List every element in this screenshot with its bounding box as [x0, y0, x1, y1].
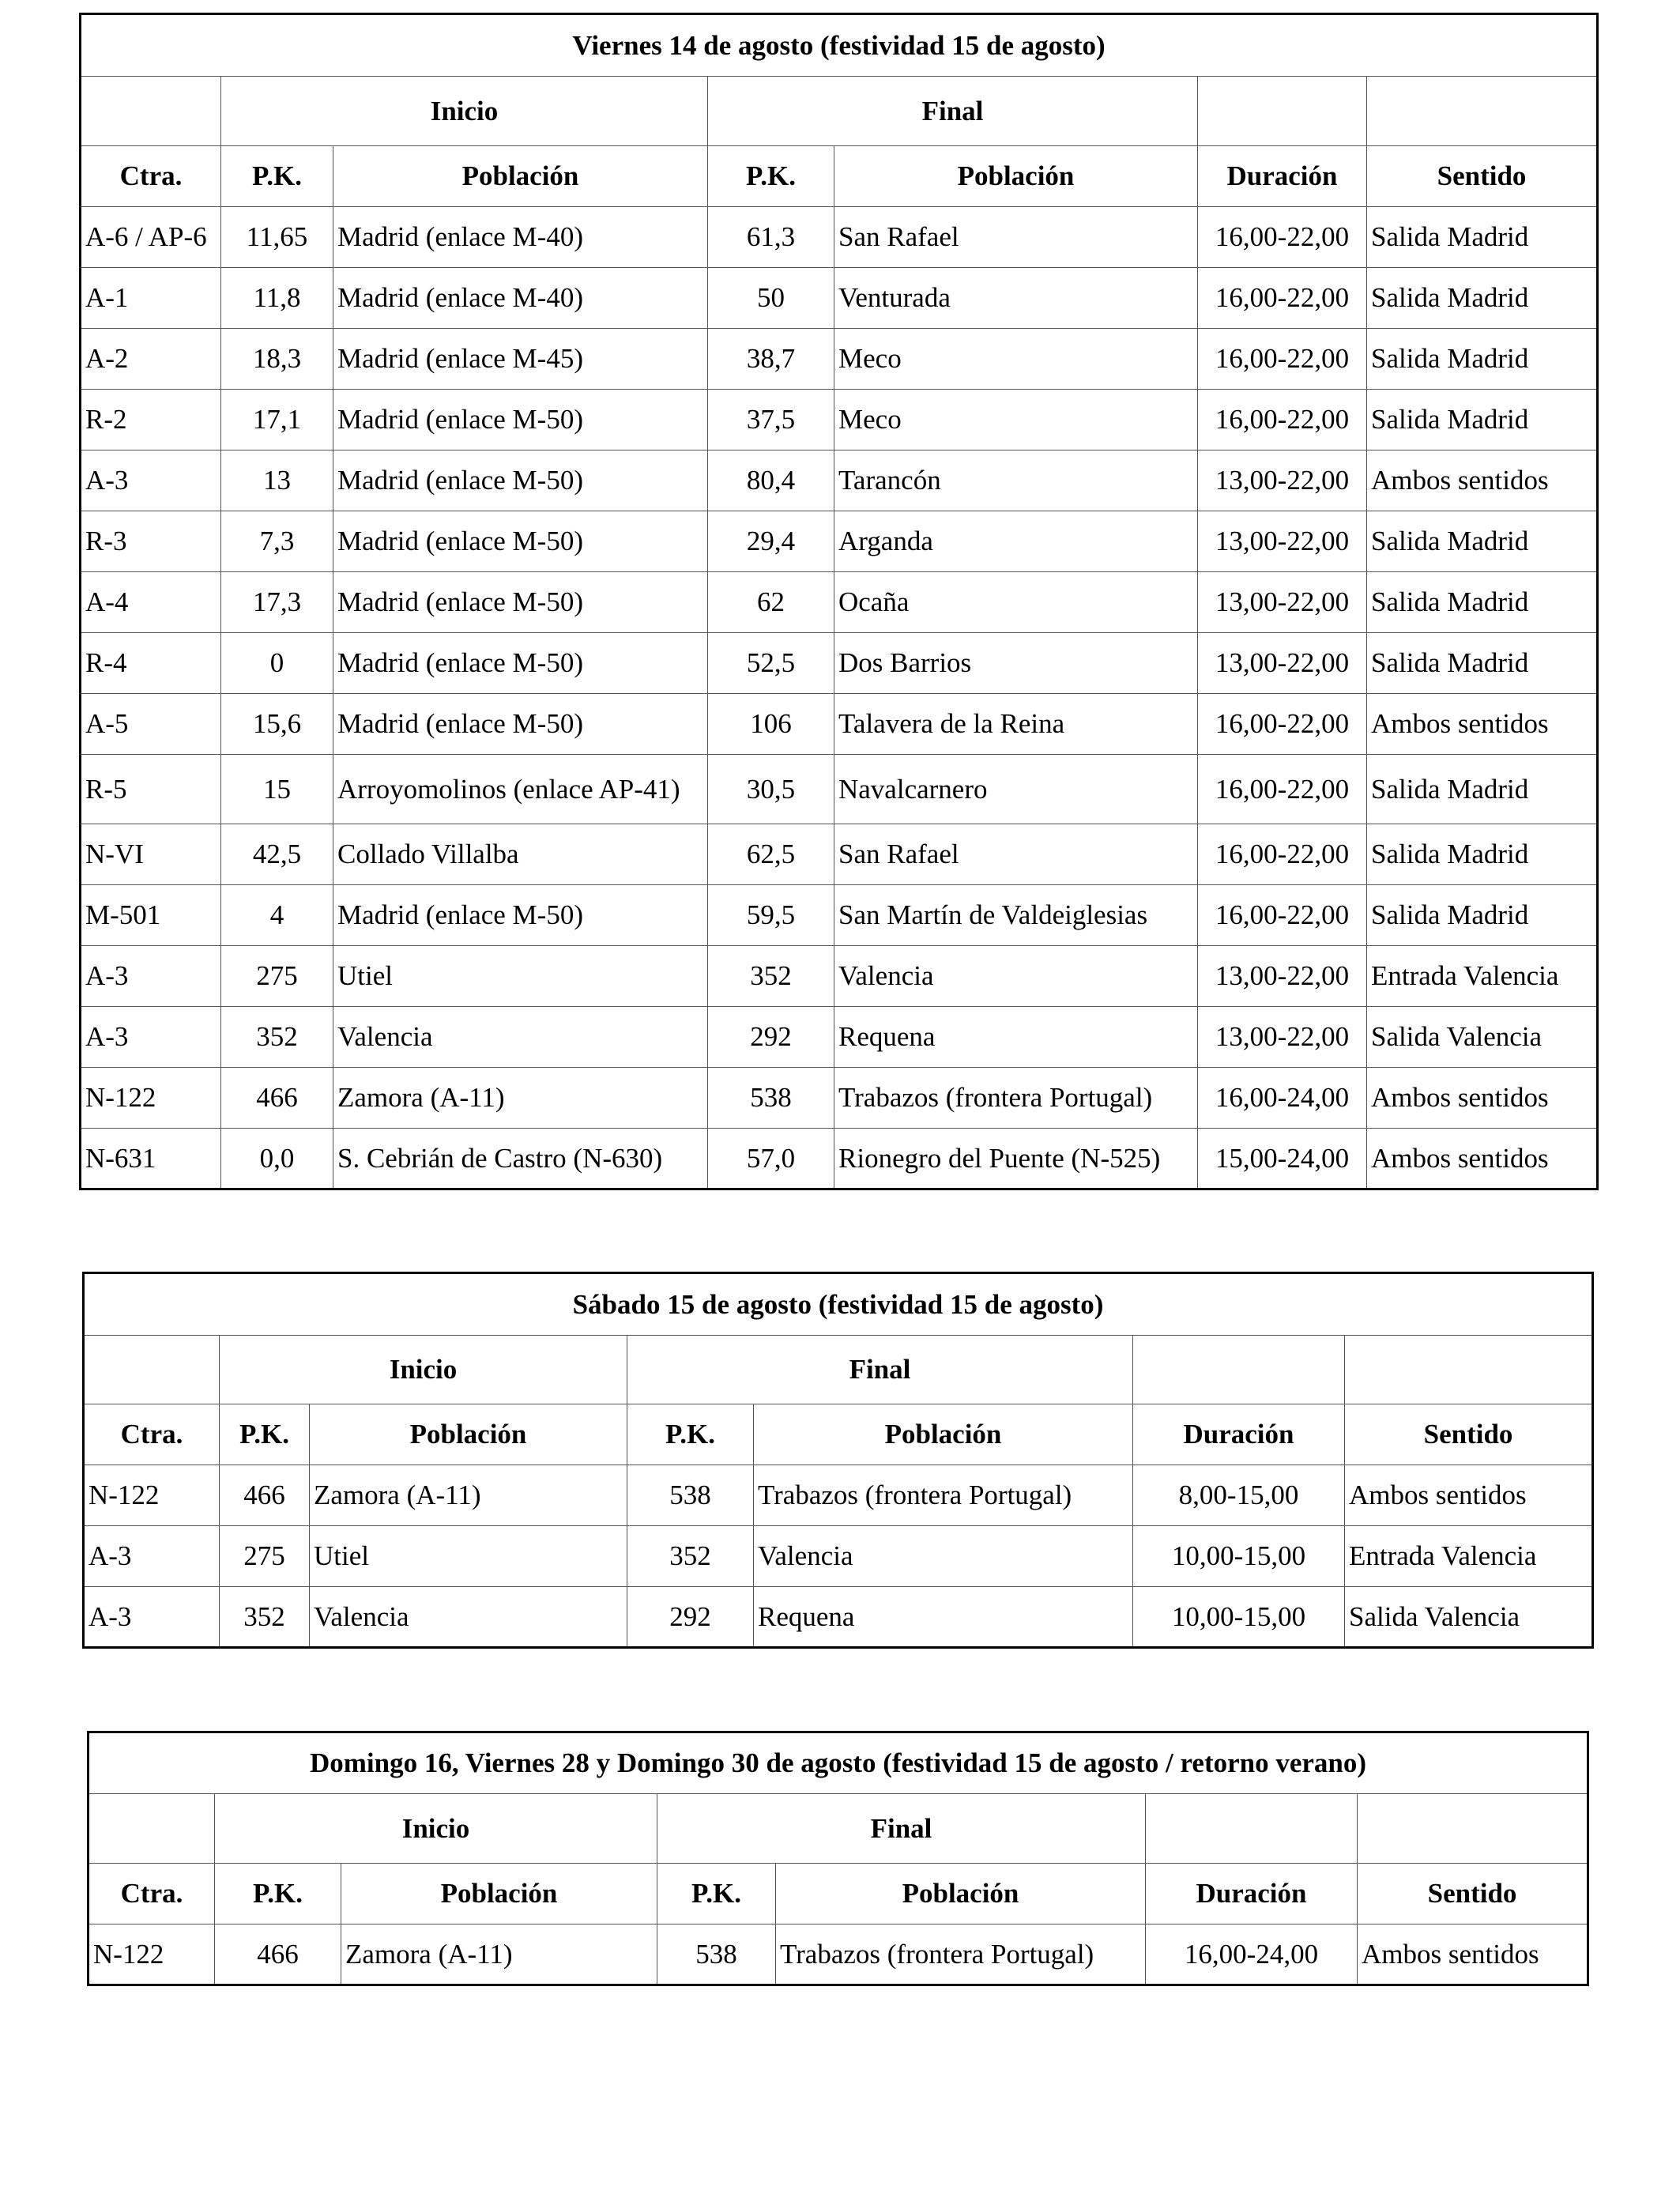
table-row [81, 946, 1598, 1007]
column-header-poblacion-final: Población [754, 1404, 1133, 1465]
cell-duracion: 16,00-22,00 [1198, 390, 1367, 450]
cell-pk-final: 292 [708, 1007, 834, 1068]
group-header-row [84, 1336, 1593, 1404]
cell-ctra: A-1 [81, 268, 221, 329]
cell-poblacion-inicio: Utiel [310, 1526, 627, 1587]
cell-duracion: 13,00-22,00 [1198, 572, 1367, 633]
cell-ctra: N-122 [89, 1924, 215, 1985]
cell-pk-final: 30,5 [708, 755, 834, 824]
cell-poblacion-inicio: Madrid (enlace M-50) [333, 694, 708, 755]
cell-pk-final: 62,5 [708, 824, 834, 885]
table-title: Sábado 15 de agosto (festividad 15 de agosto) [84, 1273, 1593, 1336]
group-header-row [89, 1794, 1588, 1864]
cell-poblacion-inicio: Collado Villalba [333, 824, 708, 885]
table-title: Viernes 14 de agosto (festividad 15 de agosto) [81, 14, 1598, 77]
table-row [84, 1587, 1593, 1648]
cell-ctra: A-3 [81, 1007, 221, 1068]
column-header-ctra: Ctra. [84, 1404, 220, 1465]
cell-pk-final: 38,7 [708, 329, 834, 390]
cell-sentido: Salida Madrid [1367, 572, 1598, 633]
table-row [81, 824, 1598, 885]
cell-pk-inicio: 0 [221, 633, 333, 694]
column-header-row [89, 1864, 1588, 1924]
table-row [84, 1526, 1593, 1587]
cell-poblacion-final: Navalcarnero [834, 755, 1198, 824]
cell-pk-inicio: 4 [221, 885, 333, 946]
column-header-poblacion-final: Población [776, 1864, 1146, 1924]
table-sabado-15 [82, 1272, 1594, 1649]
cell-pk-final: 352 [627, 1526, 754, 1587]
cell-sentido: Ambos sentidos [1367, 1068, 1598, 1129]
cell-ctra: A-2 [81, 329, 221, 390]
cell-poblacion-final: Tarancón [834, 450, 1198, 511]
table-title: Domingo 16, Viernes 28 y Domingo 30 de agosto (festividad 15 de agosto / retorno verano) [89, 1732, 1588, 1794]
cell-poblacion-inicio: Madrid (enlace M-40) [333, 268, 708, 329]
cell-poblacion-inicio: Madrid (enlace M-40) [333, 207, 708, 268]
group-header-final: Final [627, 1336, 1133, 1404]
cell-sentido: Salida Madrid [1367, 633, 1598, 694]
cell-ctra: A-3 [84, 1587, 220, 1648]
cell-duracion: 13,00-22,00 [1198, 511, 1367, 572]
cell-poblacion-inicio: Zamora (A-11) [333, 1068, 708, 1129]
group-header-inicio: Inicio [215, 1794, 657, 1864]
cell-pk-inicio: 466 [221, 1068, 333, 1129]
group-header-row [81, 77, 1598, 146]
table-title-row [89, 1732, 1588, 1794]
cell-pk-inicio: 11,65 [221, 207, 333, 268]
table-row [84, 1465, 1593, 1526]
cell-poblacion-final: Trabazos (frontera Portugal) [776, 1924, 1146, 1985]
column-header-pk-inicio: P.K. [215, 1864, 341, 1924]
group-header-empty [1198, 77, 1367, 146]
cell-ctra: A-3 [81, 450, 221, 511]
group-header-empty [1146, 1794, 1358, 1864]
table-row [81, 694, 1598, 755]
cell-poblacion-final: San Martín de Valdeiglesias [834, 885, 1198, 946]
group-header-empty [1345, 1336, 1593, 1404]
cell-poblacion-inicio: Madrid (enlace M-45) [333, 329, 708, 390]
table-row [81, 511, 1598, 572]
cell-poblacion-inicio: Zamora (A-11) [341, 1924, 657, 1985]
cell-duracion: 16,00-24,00 [1146, 1924, 1358, 1985]
group-header-empty [84, 1336, 220, 1404]
table-title-row [84, 1273, 1593, 1336]
cell-ctra: A-4 [81, 572, 221, 633]
cell-duracion: 16,00-22,00 [1198, 329, 1367, 390]
group-header-empty [1358, 1794, 1588, 1864]
cell-poblacion-final: Venturada [834, 268, 1198, 329]
cell-pk-inicio: 13 [221, 450, 333, 511]
table-row [81, 268, 1598, 329]
cell-sentido: Salida Madrid [1367, 390, 1598, 450]
cell-duracion: 10,00-15,00 [1133, 1587, 1345, 1648]
cell-pk-final: 62 [708, 572, 834, 633]
cell-poblacion-final: Dos Barrios [834, 633, 1198, 694]
cell-ctra: R-4 [81, 633, 221, 694]
cell-poblacion-inicio: Valencia [310, 1587, 627, 1648]
table-domingo-16-viernes-28-domingo-30 [87, 1731, 1589, 1986]
group-header-empty [81, 77, 221, 146]
cell-pk-final: 61,3 [708, 207, 834, 268]
cell-duracion: 10,00-15,00 [1133, 1526, 1345, 1587]
cell-duracion: 16,00-22,00 [1198, 755, 1367, 824]
cell-poblacion-final: Meco [834, 329, 1198, 390]
cell-pk-final: 106 [708, 694, 834, 755]
cell-ctra: N-122 [84, 1465, 220, 1526]
cell-poblacion-final: San Rafael [834, 824, 1198, 885]
column-header-poblacion-final: Población [834, 146, 1198, 207]
cell-pk-inicio: 275 [221, 946, 333, 1007]
column-header-row [84, 1404, 1593, 1465]
table-row [81, 572, 1598, 633]
cell-poblacion-final: San Rafael [834, 207, 1198, 268]
cell-pk-final: 52,5 [708, 633, 834, 694]
cell-poblacion-inicio: Madrid (enlace M-50) [333, 633, 708, 694]
cell-sentido: Entrada Valencia [1367, 946, 1598, 1007]
table-viernes-14 [79, 13, 1599, 1190]
cell-poblacion-final: Ocaña [834, 572, 1198, 633]
cell-poblacion-inicio: Madrid (enlace M-50) [333, 450, 708, 511]
cell-ctra: R-3 [81, 511, 221, 572]
cell-poblacion-inicio: S. Cebrián de Castro (N-630) [333, 1129, 708, 1189]
column-header-duracion: Duración [1146, 1864, 1358, 1924]
cell-pk-inicio: 466 [220, 1465, 310, 1526]
cell-ctra: R-5 [81, 755, 221, 824]
cell-poblacion-inicio: Madrid (enlace M-50) [333, 511, 708, 572]
cell-sentido: Ambos sentidos [1367, 450, 1598, 511]
group-header-inicio: Inicio [221, 77, 708, 146]
group-header-final: Final [708, 77, 1198, 146]
cell-sentido: Ambos sentidos [1367, 1129, 1598, 1189]
cell-sentido: Salida Madrid [1367, 268, 1598, 329]
cell-ctra: R-2 [81, 390, 221, 450]
cell-sentido: Salida Madrid [1367, 755, 1598, 824]
cell-sentido: Ambos sentidos [1367, 694, 1598, 755]
cell-pk-inicio: 352 [220, 1587, 310, 1648]
column-header-pk-final: P.K. [627, 1404, 754, 1465]
column-header-ctra: Ctra. [89, 1864, 215, 1924]
cell-ctra: M-501 [81, 885, 221, 946]
cell-pk-inicio: 15,6 [221, 694, 333, 755]
cell-pk-inicio: 0,0 [221, 1129, 333, 1189]
column-header-duracion: Duración [1133, 1404, 1345, 1465]
column-header-sentido: Sentido [1345, 1404, 1593, 1465]
cell-poblacion-inicio: Arroyomolinos (enlace AP-41) [333, 755, 708, 824]
cell-duracion: 15,00-24,00 [1198, 1129, 1367, 1189]
cell-pk-inicio: 15 [221, 755, 333, 824]
cell-poblacion-final: Valencia [754, 1526, 1133, 1587]
cell-pk-final: 538 [708, 1068, 834, 1129]
group-header-final: Final [657, 1794, 1146, 1864]
group-header-empty [1367, 77, 1598, 146]
table-row [81, 633, 1598, 694]
cell-pk-inicio: 11,8 [221, 268, 333, 329]
column-header-ctra: Ctra. [81, 146, 221, 207]
cell-sentido: Entrada Valencia [1345, 1526, 1593, 1587]
cell-poblacion-inicio: Madrid (enlace M-50) [333, 885, 708, 946]
cell-poblacion-final: Meco [834, 390, 1198, 450]
cell-poblacion-final: Requena [754, 1587, 1133, 1648]
cell-pk-final: 352 [708, 946, 834, 1007]
table-row [81, 329, 1598, 390]
cell-duracion: 13,00-22,00 [1198, 946, 1367, 1007]
group-header-empty [1133, 1336, 1345, 1404]
cell-poblacion-inicio: Zamora (A-11) [310, 1465, 627, 1526]
column-header-pk-final: P.K. [708, 146, 834, 207]
table-row [81, 207, 1598, 268]
cell-poblacion-final: Requena [834, 1007, 1198, 1068]
column-header-pk-inicio: P.K. [221, 146, 333, 207]
cell-duracion: 16,00-24,00 [1198, 1068, 1367, 1129]
cell-pk-final: 80,4 [708, 450, 834, 511]
cell-pk-inicio: 275 [220, 1526, 310, 1587]
table-row [81, 1068, 1598, 1129]
cell-duracion: 16,00-22,00 [1198, 824, 1367, 885]
cell-pk-inicio: 466 [215, 1924, 341, 1985]
cell-poblacion-inicio: Madrid (enlace M-50) [333, 572, 708, 633]
column-header-poblacion-inicio: Población [333, 146, 708, 207]
cell-duracion: 13,00-22,00 [1198, 450, 1367, 511]
table-row [81, 1007, 1598, 1068]
cell-ctra: N-631 [81, 1129, 221, 1189]
cell-sentido: Salida Madrid [1367, 329, 1598, 390]
cell-pk-inicio: 352 [221, 1007, 333, 1068]
column-header-poblacion-inicio: Población [310, 1404, 627, 1465]
column-header-duracion: Duración [1198, 146, 1367, 207]
cell-sentido: Ambos sentidos [1358, 1924, 1588, 1985]
table-row [81, 755, 1598, 824]
cell-duracion: 16,00-22,00 [1198, 268, 1367, 329]
group-header-inicio: Inicio [220, 1336, 627, 1404]
column-header-pk-final: P.K. [657, 1864, 776, 1924]
table-row [81, 450, 1598, 511]
table-row [81, 885, 1598, 946]
cell-poblacion-inicio: Utiel [333, 946, 708, 1007]
cell-duracion: 16,00-22,00 [1198, 207, 1367, 268]
column-header-row [81, 146, 1598, 207]
cell-pk-final: 538 [657, 1924, 776, 1985]
column-header-sentido: Sentido [1367, 146, 1598, 207]
group-header-empty [89, 1794, 215, 1864]
cell-duracion: 8,00-15,00 [1133, 1465, 1345, 1526]
cell-duracion: 13,00-22,00 [1198, 1007, 1367, 1068]
cell-ctra: N-VI [81, 824, 221, 885]
cell-poblacion-final: Rionegro del Puente (N-525) [834, 1129, 1198, 1189]
cell-sentido: Ambos sentidos [1345, 1465, 1593, 1526]
cell-pk-final: 29,4 [708, 511, 834, 572]
cell-sentido: Salida Madrid [1367, 207, 1598, 268]
cell-ctra: A-5 [81, 694, 221, 755]
cell-pk-inicio: 42,5 [221, 824, 333, 885]
cell-poblacion-final: Arganda [834, 511, 1198, 572]
cell-ctra: A-3 [81, 946, 221, 1007]
cell-ctra: N-122 [81, 1068, 221, 1129]
table-title-row [81, 14, 1598, 77]
table-row [89, 1924, 1588, 1985]
cell-poblacion-final: Trabazos (frontera Portugal) [754, 1465, 1133, 1526]
cell-pk-inicio: 18,3 [221, 329, 333, 390]
column-header-sentido: Sentido [1358, 1864, 1588, 1924]
cell-duracion: 16,00-22,00 [1198, 885, 1367, 946]
cell-pk-final: 57,0 [708, 1129, 834, 1189]
cell-poblacion-inicio: Madrid (enlace M-50) [333, 390, 708, 450]
cell-poblacion-final: Valencia [834, 946, 1198, 1007]
cell-duracion: 16,00-22,00 [1198, 694, 1367, 755]
cell-poblacion-inicio: Valencia [333, 1007, 708, 1068]
cell-sentido: Salida Madrid [1367, 511, 1598, 572]
cell-sentido: Salida Madrid [1367, 885, 1598, 946]
column-header-pk-inicio: P.K. [220, 1404, 310, 1465]
cell-duracion: 13,00-22,00 [1198, 633, 1367, 694]
column-header-poblacion-inicio: Población [341, 1864, 657, 1924]
cell-sentido: Salida Valencia [1345, 1587, 1593, 1648]
cell-pk-final: 292 [627, 1587, 754, 1648]
cell-poblacion-final: Talavera de la Reina [834, 694, 1198, 755]
table-row [81, 390, 1598, 450]
cell-pk-final: 50 [708, 268, 834, 329]
cell-pk-final: 37,5 [708, 390, 834, 450]
cell-ctra: A-3 [84, 1526, 220, 1587]
table-row [81, 1129, 1598, 1189]
cell-pk-final: 59,5 [708, 885, 834, 946]
cell-pk-final: 538 [627, 1465, 754, 1526]
cell-pk-inicio: 17,3 [221, 572, 333, 633]
cell-sentido: Salida Valencia [1367, 1007, 1598, 1068]
cell-pk-inicio: 17,1 [221, 390, 333, 450]
cell-poblacion-final: Trabazos (frontera Portugal) [834, 1068, 1198, 1129]
cell-pk-inicio: 7,3 [221, 511, 333, 572]
cell-ctra: A-6 / AP-6 [81, 207, 221, 268]
cell-sentido: Salida Madrid [1367, 824, 1598, 885]
